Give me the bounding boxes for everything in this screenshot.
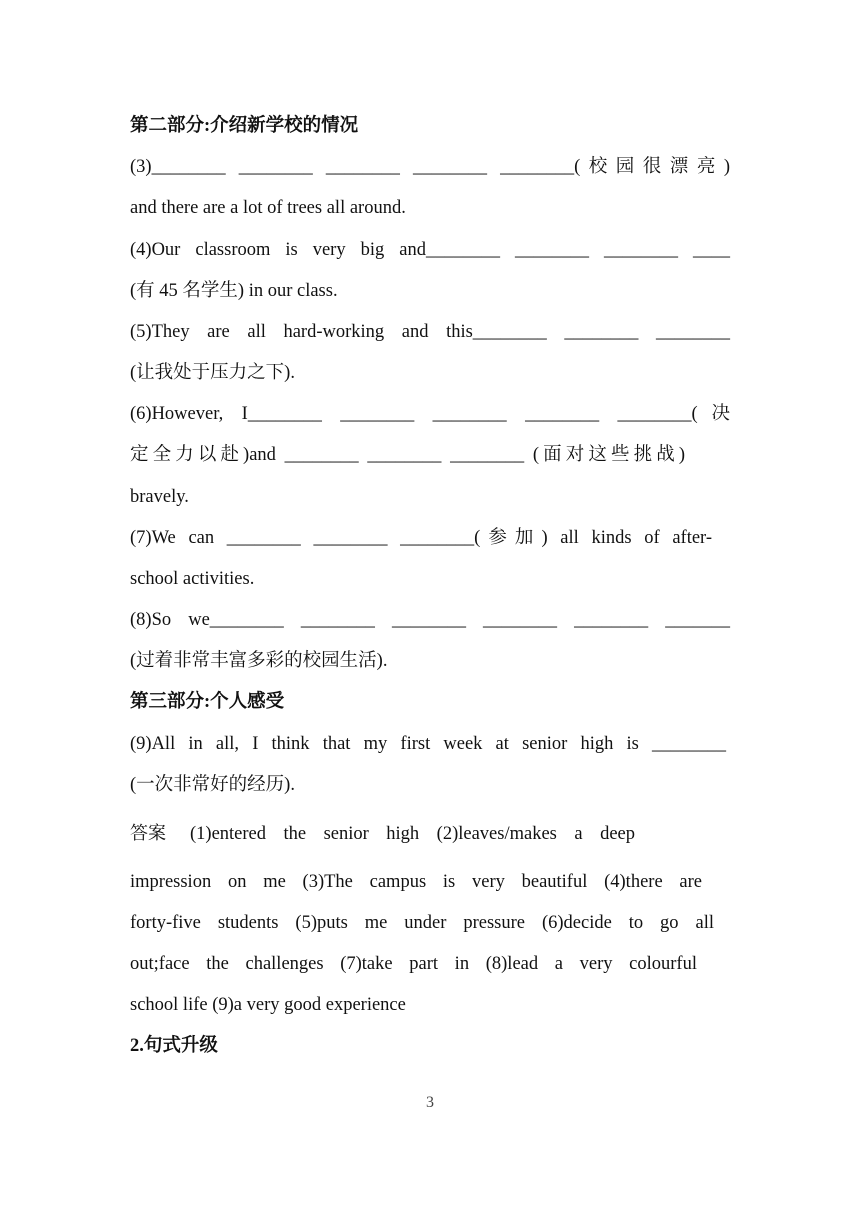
answer-line-3: forty-five students (5)puts me under pressure (6)decide to go all	[130, 913, 714, 933]
question-9-line-1: (9)All in all, I think that my first week at senior high is ________	[130, 734, 726, 754]
answer-line-2: impression on me (3)The campus is very beautiful (4)there are	[130, 872, 702, 892]
answer-line-1: (1)entered the senior high (2)leaves/makes a deep	[190, 824, 635, 844]
question-9-line-2: (一次非常好的经历).	[130, 775, 295, 795]
question-7-line-1: (7)We can ________ ________ ________(参加) all kinds of after-	[130, 528, 712, 548]
question-6-line-2: 定全力以赴)and ________ ________ ________ (面对这些挑战)	[130, 445, 685, 465]
question-5-line-2: (让我处于压力之下).	[130, 363, 295, 383]
question-6-line-3: bravely.	[130, 487, 189, 507]
question-4-line-2: (有 45 名学生) in our class.	[130, 281, 338, 301]
answer-line-5: school life (9)a very good experience	[130, 995, 406, 1015]
page-number: 3	[426, 1094, 434, 1111]
question-5-line-1: (5)They are all hard-working and this________ ________ ________	[130, 322, 730, 342]
answer-first-line	[130, 822, 635, 846]
question-4-line-1: (4)Our classroom is very big and________ ________ ________ ____	[130, 240, 730, 260]
question-6-line-1: (6)However, I________ ________ ________ ________ ________(决	[130, 404, 730, 424]
answer-label: 答案	[130, 823, 166, 844]
question-8-line-1: (8)So we________ ________ ________ ________ ________ _______	[130, 610, 730, 630]
section-heading-part2: 第二部分:介绍新学校的情况	[130, 116, 359, 136]
question-7-line-2: school activities.	[130, 569, 255, 589]
section-heading-part3: 第三部分:个人感受	[130, 692, 285, 712]
question-8-line-2: (过着非常丰富多彩的校园生活).	[130, 651, 388, 671]
question-3-line-1: (3)________ ________ ________ ________ ________(校园很漂亮)	[130, 157, 730, 177]
question-3-line-2: and there are a lot of trees all around.	[130, 198, 406, 218]
next-section-heading: 2.句式升级	[130, 1036, 218, 1056]
answer-line-4: out;face the challenges (7)take part in (8)lead a very colourful	[130, 954, 697, 974]
